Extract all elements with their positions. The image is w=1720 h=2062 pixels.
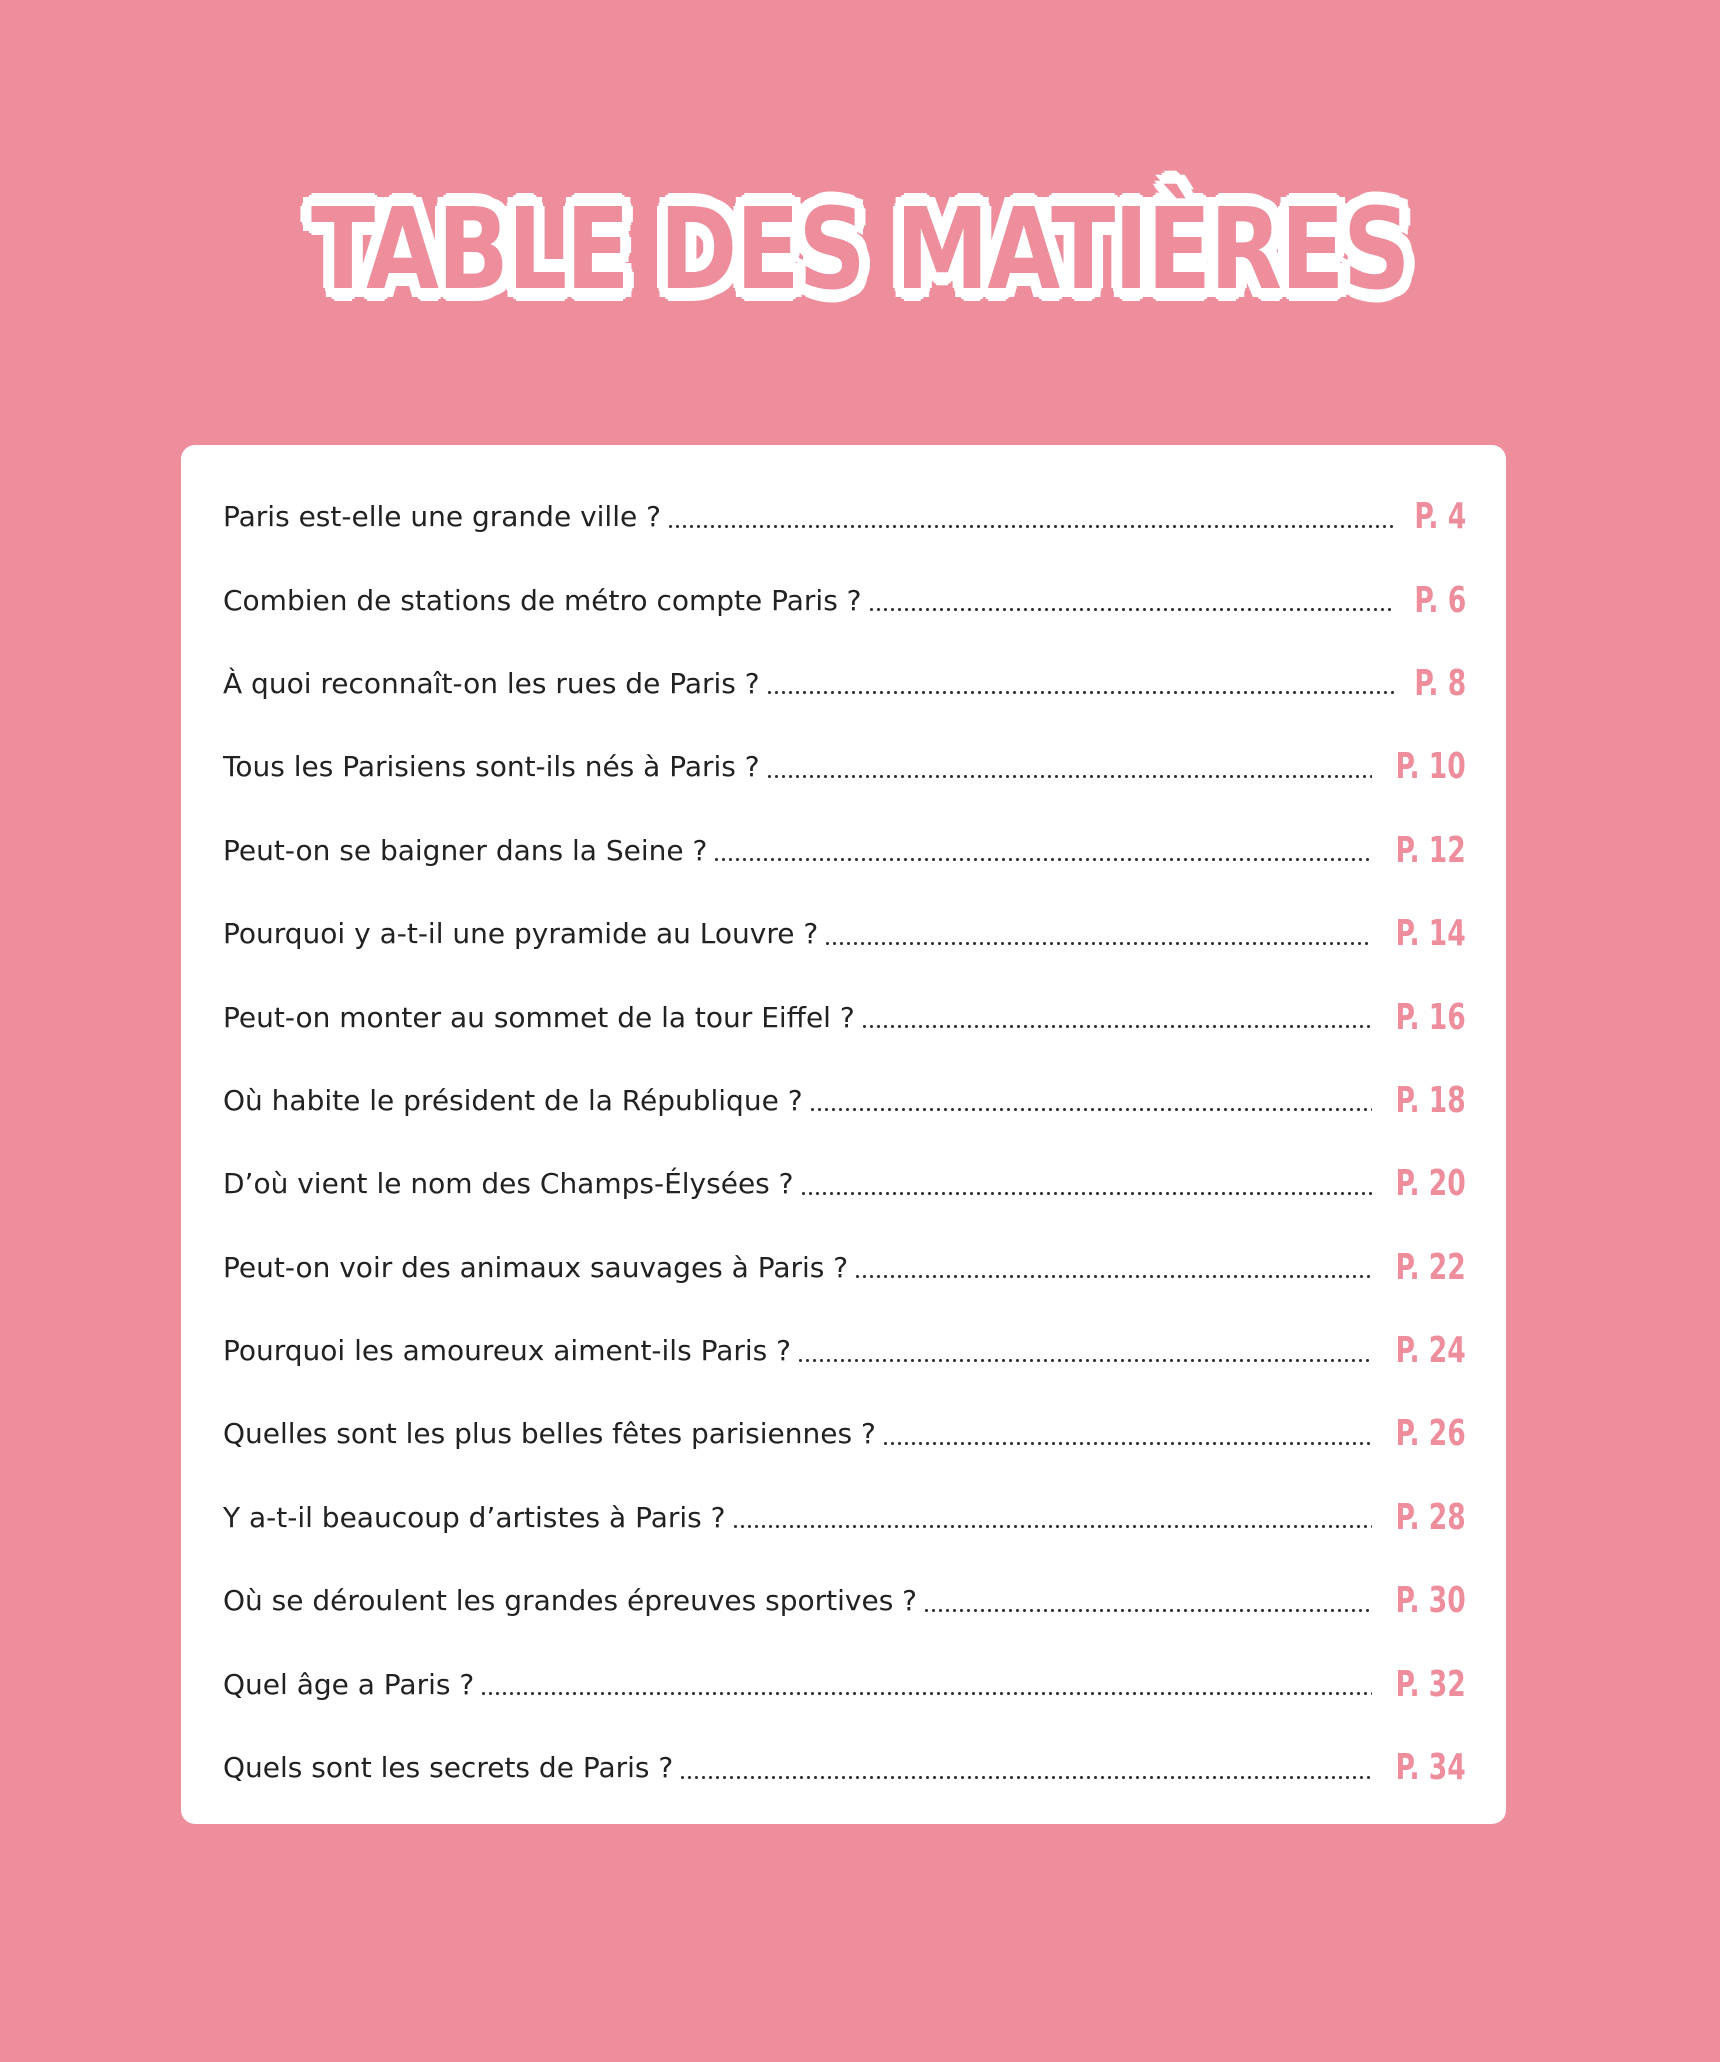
dot-leader [868, 587, 1395, 613]
dot-leader [809, 1087, 1373, 1113]
toc-question: Pourquoi y a-t-il une pyramide au Louvre ? [223, 917, 819, 951]
toc-page-number: P. 32 [1395, 1663, 1466, 1705]
toc-question: Quels sont les secrets de Paris ? [223, 1751, 674, 1785]
toc-page-number: P. 26 [1395, 1413, 1466, 1455]
toc-entry[interactable] [223, 1726, 1466, 1809]
toc-page-number: P. 20 [1395, 1163, 1466, 1205]
toc-entry[interactable] [223, 1142, 1466, 1225]
toc-page-number: P. 34 [1395, 1747, 1466, 1789]
dot-leader [766, 754, 1373, 780]
toc-question: Quelles sont les plus belles fêtes parisiennes ? [223, 1417, 876, 1451]
toc-page-number: P. 16 [1395, 996, 1466, 1038]
toc-entry[interactable] [223, 1392, 1466, 1475]
toc-card [181, 445, 1506, 1824]
dot-leader [766, 670, 1395, 696]
dot-leader [480, 1671, 1372, 1697]
toc-entry[interactable] [223, 1309, 1466, 1392]
toc-page-number: P. 30 [1395, 1580, 1466, 1622]
toc-question: Où se déroulent les grandes épreuves sportives ? [223, 1584, 918, 1618]
toc-page-number: P. 14 [1395, 913, 1466, 955]
dot-leader [882, 1421, 1372, 1447]
toc-page-number: P. 24 [1395, 1330, 1466, 1372]
toc-question: Paris est-elle une grande ville ? [223, 500, 661, 534]
toc-question: Où habite le président de la République ? [223, 1083, 803, 1117]
toc-entry[interactable] [223, 725, 1466, 808]
page-title: TABLE DES MATIÈRES [310, 185, 1410, 315]
toc-entry[interactable] [223, 1226, 1466, 1309]
toc-entry[interactable] [223, 1059, 1466, 1142]
toc-entry[interactable] [223, 1642, 1466, 1725]
toc-question: Peut-on monter au sommet de la tour Eiffel ? [223, 1000, 855, 1034]
toc-question: D’où vient le nom des Champs-Élysées ? [223, 1167, 794, 1201]
dot-leader [667, 504, 1395, 530]
toc-question: Tous les Parisiens sont-ils nés à Paris ? [223, 750, 760, 784]
toc-entry[interactable] [223, 475, 1466, 558]
toc-question: Y a-t-il beaucoup d’artistes à Paris ? [223, 1500, 726, 1534]
toc-page-number: P. 4 [1414, 496, 1466, 538]
toc-question: Peut-on se baigner dans la Seine ? [223, 833, 708, 867]
toc-page-number: P. 18 [1395, 1079, 1466, 1121]
toc-entry[interactable] [223, 892, 1466, 975]
dot-leader [861, 1004, 1373, 1030]
toc-question: Quel âge a Paris ? [223, 1667, 475, 1701]
toc-list [223, 475, 1466, 1809]
toc-entry[interactable] [223, 1559, 1466, 1642]
dot-leader [679, 1755, 1372, 1781]
toc-question: À quoi reconnaît-on les rues de Paris ? [223, 666, 760, 700]
toc-page-number: P. 6 [1414, 579, 1466, 621]
dot-leader [800, 1171, 1373, 1197]
toc-entry[interactable] [223, 809, 1466, 892]
dot-leader [797, 1338, 1372, 1364]
toc-question: Pourquoi les amoureux aiment-ils Paris ? [223, 1334, 791, 1368]
dot-leader [854, 1254, 1372, 1280]
toc-entry[interactable] [223, 642, 1466, 725]
toc-entry[interactable] [223, 1476, 1466, 1559]
toc-question: Peut-on voir des animaux sauvages à Paris ? [223, 1250, 849, 1284]
toc-page-number: P. 8 [1414, 662, 1466, 704]
toc-page-number: P. 28 [1395, 1496, 1466, 1538]
dot-leader [713, 837, 1372, 863]
toc-page-number: P. 12 [1395, 829, 1466, 871]
toc-entry[interactable] [223, 975, 1466, 1058]
dot-leader [923, 1588, 1372, 1614]
dot-leader [732, 1504, 1373, 1530]
dot-leader [824, 921, 1372, 947]
toc-entry[interactable] [223, 558, 1466, 641]
toc-page-number: P. 22 [1395, 1246, 1466, 1288]
toc-page-number: P. 10 [1395, 746, 1466, 788]
toc-question: Combien de stations de métro compte Paris ? [223, 583, 862, 617]
